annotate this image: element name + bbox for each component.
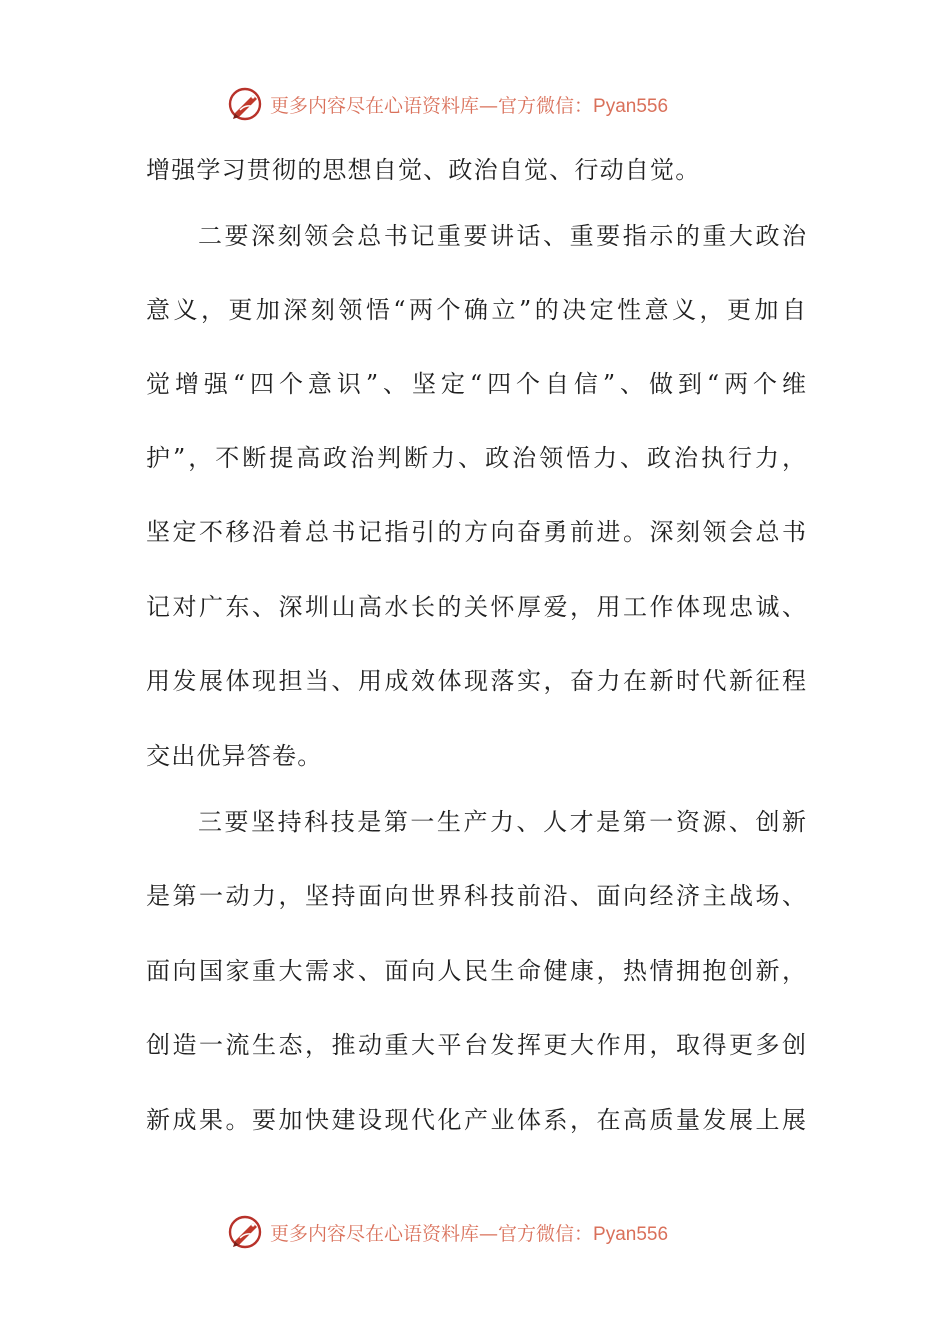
paragraph-2-line: 二要深刻领会总书记重要讲话、重要指示的重大政治 <box>198 222 806 250</box>
wechat-id: Pyan556 <box>593 1223 669 1245</box>
watermark-text: 更多内容尽在心语资料库—官方微信：Pyan556 <box>270 1222 669 1245</box>
pen-logo-icon <box>226 84 266 124</box>
watermark-text: 更多内容尽在心语资料库—官方微信：Pyan556 <box>270 94 669 117</box>
text-line: 用发展体现担当、用成效体现落实，奋力在新时代新征程 <box>146 667 806 695</box>
wechat-id: Pyan556 <box>593 95 669 117</box>
text-line: 面向国家重大需求、面向人民生命健康，热情拥抱创新， <box>146 957 806 985</box>
text-line: 新成果。要加快建设现代化产业体系，在高质量发展上展 <box>146 1106 806 1134</box>
footer-watermark <box>0 1212 950 1252</box>
text-line: 交出优异答卷。 <box>146 742 323 770</box>
text-line: 增强学习贯彻的思想自觉、政治自觉、行动自觉。 <box>146 156 701 184</box>
text-line: 坚定不移沿着总书记指引的方向奋勇前进。深刻领会总书 <box>146 518 806 546</box>
text-line: 意义，更加深刻领悟“两个确立”的决定性意义，更加自 <box>146 296 806 324</box>
text-line: 觉增强“四个意识”、坚定“四个自信”、做到“两个维 <box>146 370 806 398</box>
text-line: 是第一动力，坚持面向世界科技前沿、面向经济主战场、 <box>146 882 806 910</box>
pen-logo-icon <box>226 1212 266 1252</box>
text-line: 记对广东、深圳山高水长的关怀厚爱，用工作体现忠诚、 <box>146 593 806 621</box>
text-line: 护”，不断提高政治判断力、政治领悟力、政治执行力， <box>146 444 806 472</box>
header-watermark <box>0 84 950 124</box>
paragraph-3-line: 三要坚持科技是第一生产力、人才是第一资源、创新 <box>198 808 806 836</box>
text-line: 创造一流生态，推动重大平台发挥更大作用，取得更多创 <box>146 1031 806 1059</box>
